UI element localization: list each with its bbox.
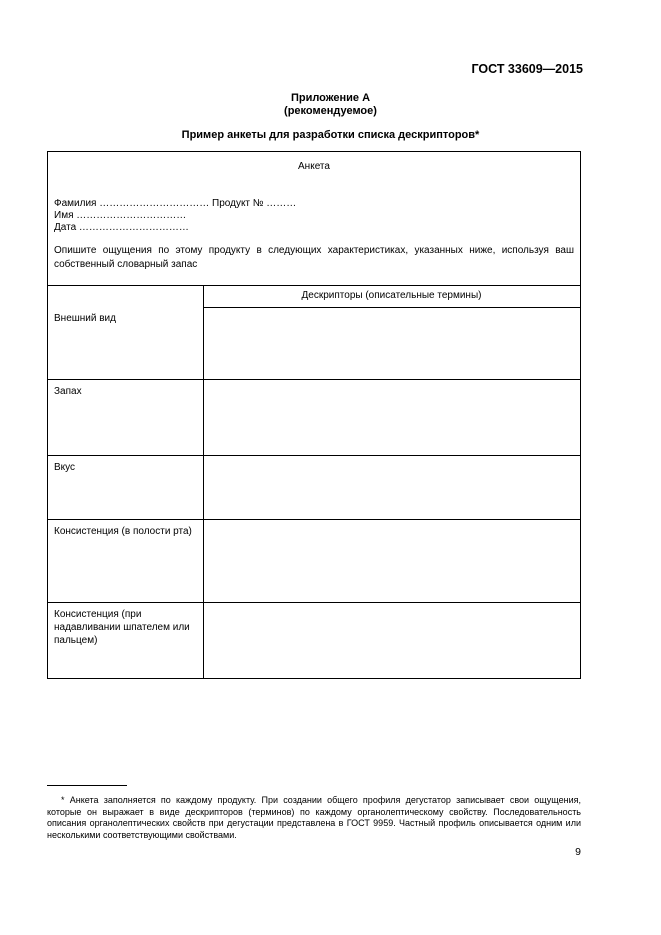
appendix-heading	[0, 92, 661, 118]
table-row	[48, 379, 580, 456]
descriptors-column-header: Дескрипторы (описательные термины)	[203, 285, 580, 308]
surname-product-field: Фамилия …………………………… Продукт № ………	[54, 198, 297, 209]
table-row	[48, 602, 580, 679]
footnote: * Анкета заполняется по каждому продукту. При создании общего профиля дегустатор записывает свои ощущения, которые он выражает в виде дескрипторов (терминов) по каждому органолептическому свойству. Последовательность описания органолептических свойств при дегустации представлена в ГОСТ 9959. Частный профиль описывается одним или несколькими соответствующими свойствами.	[47, 795, 581, 840]
appendix-subtitle: (рекомендуемое)	[284, 105, 377, 117]
form-instruction: Опишите ощущения по этому продукту в следующих характеристиках, указанных ниже, используя ваш собственный словарный запас	[54, 245, 574, 270]
appendix-title: Приложение А	[290, 92, 371, 104]
table-row	[48, 307, 580, 379]
fill-in-fields	[54, 198, 296, 234]
table-row	[48, 455, 580, 520]
document-code: ГОСТ 33609—2015	[471, 62, 583, 76]
row-label: Запах	[54, 386, 82, 397]
row-label: Вкус	[54, 462, 76, 473]
example-title: Пример анкеты для разработки списка дескрипторов*	[181, 129, 480, 141]
name-field: Имя ……………………………	[54, 210, 187, 221]
page-number: 9	[575, 846, 581, 858]
table-row	[48, 519, 580, 603]
row-label: Внешний вид	[54, 313, 116, 324]
row-label: Консистенция (при надавливании шпателем или пальцем)	[54, 609, 190, 646]
date-field: Дата ……………………………	[54, 222, 189, 233]
questionnaire-form	[47, 151, 581, 679]
form-header-section	[48, 152, 580, 286]
footnote-separator	[47, 785, 127, 786]
form-title: Анкета	[298, 161, 330, 172]
row-label: Консистенция (в полости рта)	[54, 526, 192, 537]
